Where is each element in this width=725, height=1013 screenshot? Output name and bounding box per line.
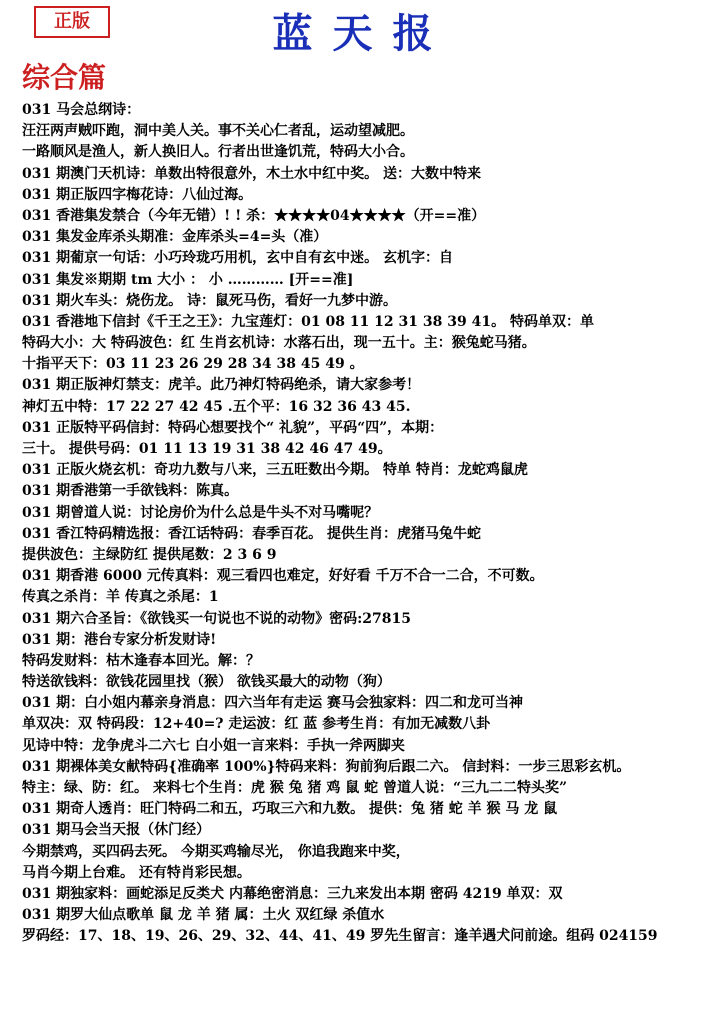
text-line: 今期禁鸡，买四码去死。 今期买鸡输尽光， 你追我跑来中奖， bbox=[22, 843, 410, 860]
text-line: 031 期裸体美女献特码{准确率 100%}特码来料：狗前狗后跟二六。 信封料：一步三思彩玄机。 bbox=[22, 758, 631, 775]
text-line: 特主：绿、防：红。 来料七个生肖：虎 猴 兔 猪 鸡 鼠 蛇 曾道人说：“三九二二特头奖” bbox=[22, 780, 568, 796]
text-line: 神灯五中特：17 22 27 42 45 .五个平：16 32 36 43 45. bbox=[22, 398, 411, 415]
edition-badge: 正版 bbox=[34, 6, 110, 38]
text-line: 031 期正版四字梅花诗：八仙过海。 bbox=[22, 186, 253, 203]
text-line: 031 期火车头：烧伤龙。 诗：鼠死马伤，看好一九梦中游。 bbox=[22, 292, 397, 309]
text-line: 031 香港集发禁合（今年无错）! ! 杀：★★★★04★★★★（开==准） bbox=[22, 207, 486, 224]
text-line: 031 期香港 6000 元传真料：观三看四也难定，好好看 千万不合一二合，不可数。 bbox=[22, 568, 544, 585]
text-line: 031 香江特码精选报：香江话特码：春季百花。 提供生肖：虎猪马兔牛蛇 bbox=[22, 525, 481, 542]
text-line: 031 马会总纲诗： bbox=[22, 102, 141, 118]
text-line: 特码发财料：枯木逢春本回光。解：？ bbox=[22, 652, 260, 669]
text-line: 031 正版火烧玄机：奇功九数与八来，三五旺数出今期。 特单 特肖：龙蛇鸡鼠虎 bbox=[22, 462, 528, 479]
text-line: 031 正版特平码信封：特码心想要找个“ 礼貌”，平码“四”，本期： bbox=[22, 419, 444, 436]
text-line: 特送欲钱料：欲钱花园里找（猴） 欲钱买最大的动物（狗） bbox=[22, 674, 391, 691]
text-line: 十指平天下：03 11 23 26 29 28 34 38 45 49 。 bbox=[22, 356, 364, 373]
text-line: 031 期马会当天报（休门经） bbox=[22, 822, 211, 839]
text-line: 单双决：双 特码段：12+40=? 走运波：红 蓝 参考生肖：有加无减数八卦 bbox=[22, 716, 491, 733]
text-line: 031 期葡京一句话：小巧玲珑巧用机，玄中自有玄中迷。 玄机字：自 bbox=[22, 250, 453, 267]
text-line: 031 期正版神灯禁支：虎羊。此乃神灯特码绝杀，请大家参考！ bbox=[22, 377, 421, 394]
text-line: 马肖今期上台难。 还有特肖彩民想。 bbox=[22, 864, 251, 881]
text-line: 031 期六合圣旨：《欲钱买一句说也不说的动物》密码:27815 bbox=[22, 610, 411, 627]
text-line: 提供波色：主绿防红 提供尾数：2 3 6 9 bbox=[22, 546, 277, 563]
text-line: 031 香港地下信封《千王之王》：九宝莲灯：01 08 11 12 31 38 39 41。 特码单双：单 bbox=[22, 313, 594, 330]
text-line: 031 集发金库杀头期准：金库杀头=4=头（准） bbox=[22, 229, 328, 246]
text-line: 见诗中特：龙争虎斗二六七 白小姐一言来料：手执一斧两脚夹 bbox=[22, 737, 405, 754]
text-line: 031 期澳门天机诗：单数出特很意外，木土水中红中奖。 送：大数中特来 bbox=[22, 165, 481, 182]
text-line: 三十。 提供号码：01 11 13 19 31 38 42 46 47 49。 bbox=[22, 441, 392, 457]
text-line: 特码大小：大 特码波色：红 生肖玄机诗：水落石出，现一五十。主：猴兔蛇马猪。 bbox=[22, 335, 536, 352]
article-body bbox=[22, 100, 712, 948]
text-line: 一路顺风是渔人，新人换旧人。行者出世逢饥荒，特码大小合。 bbox=[22, 144, 414, 161]
text-line: 031 期：白小姐内幕亲身消息：四六当年有走运 赛马会独家料：四二和龙可当神 bbox=[22, 695, 523, 712]
text-line: 031 期罗大仙点歌单 鼠 龙 羊 猪 属：土火 双红绿 杀值水 bbox=[22, 907, 385, 924]
text-line: 031 期：港台专家分析发财诗! bbox=[22, 631, 217, 648]
text-line: 罗码经：17、18、19、26、29、32、44、41、49 罗先生留言：逢羊遇犬问前途。组码 024159 bbox=[22, 928, 658, 945]
text-line: 传真之杀肖：羊 传真之杀尾：1 bbox=[22, 589, 219, 606]
text-line: 031 期曾道人说：讨论房价为什么总是牛头不对马嘴呢？ bbox=[22, 504, 379, 521]
section-heading: 综合篇 bbox=[22, 61, 107, 94]
text-line: 031 期奇人透肖：旺门特码二和五，巧取三六和九数。 提供：兔 猪 蛇 羊 猴 马 龙 鼠 bbox=[22, 801, 558, 818]
text-line: 031 集发※期期 tm 大小 ： 小 ………… [开==准] bbox=[22, 271, 354, 288]
text-line: 汪汪两声贼吓跑，洞中美人关。事不关心仁者乱，运动望减肥。 bbox=[22, 123, 414, 140]
page-title: 蓝天报 bbox=[272, 10, 453, 57]
text-line: 031 期独家料：画蛇添足反类犬 内幕绝密消息：三九来发出本期 密码 4219 单双：双 bbox=[22, 885, 563, 902]
text-line: 031 期香港第一手欲钱料：陈真。 bbox=[22, 483, 239, 500]
